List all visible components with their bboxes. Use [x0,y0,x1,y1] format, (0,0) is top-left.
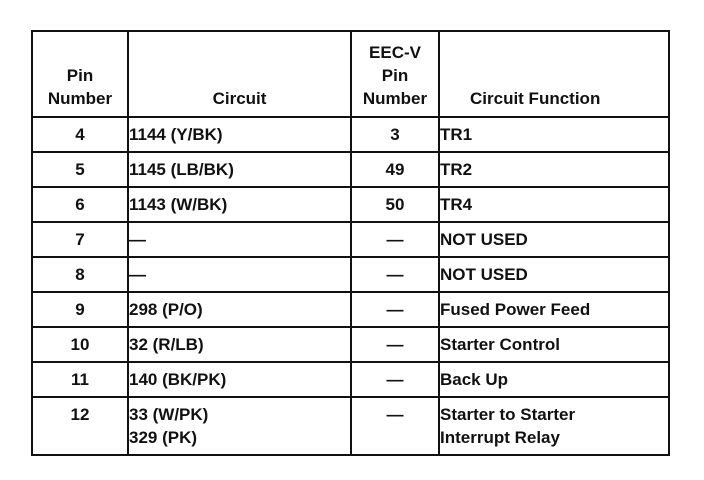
table-row [32,257,669,292]
pin-number-cell: 12 [32,397,128,455]
header-eec-line: Pin [381,66,409,85]
table-row [32,187,669,222]
header-eec-pin-number [351,31,439,117]
circuit-function-cell: NOT USED [439,257,669,292]
circuit-function-cell: NOT USED [439,222,669,257]
pin-number-cell: 11 [32,362,128,397]
circuit-cell: 1143 (W/BK) [128,187,351,222]
circuit-function-cell: TR1 [439,117,669,152]
circuit-function-line: Interrupt Relay [440,428,560,447]
circuit-function-cell: TR4 [439,187,669,222]
pin-number-cell: 4 [32,117,128,152]
header-pin-number [32,31,128,117]
circuit-function-cell: Starter Control [439,327,669,362]
header-pin-number-line: Number [47,89,113,108]
pin-number-cell: 10 [32,327,128,362]
circuit-line: 33 (W/PK) [129,405,209,424]
table-row [32,152,669,187]
circuit-function-cell [439,397,669,455]
pin-number-cell: 6 [32,187,128,222]
pin-number-cell: 8 [32,257,128,292]
header-pin-number-line: Pin [66,66,94,85]
circuit-cell: — [128,222,351,257]
pin-number-cell: 9 [32,292,128,327]
table-row [32,117,669,152]
table-row [32,327,669,362]
circuit-cell: — [128,257,351,292]
eec-pin-cell: — [351,327,439,362]
header-circuit-function: Circuit Function [439,31,669,117]
header-row [32,31,669,117]
table-row [32,292,669,327]
table-row [32,222,669,257]
circuit-function-cell: Back Up [439,362,669,397]
eec-pin-cell: — [351,222,439,257]
circuit-function-cell: TR2 [439,152,669,187]
eec-pin-cell: — [351,257,439,292]
table-row [32,397,669,455]
circuit-cell: 1145 (LB/BK) [128,152,351,187]
circuit-cell: 1144 (Y/BK) [128,117,351,152]
eec-pin-cell: 49 [351,152,439,187]
eec-pin-cell: — [351,292,439,327]
circuit-function-line: Starter to Starter [440,405,576,424]
eec-pin-cell: 50 [351,187,439,222]
pin-number-cell: 5 [32,152,128,187]
circuit-line: 329 (PK) [129,428,198,447]
header-circuit: Circuit [128,31,351,117]
circuit-cell [128,397,351,455]
header-eec-line: EEC-V [369,43,421,62]
eec-pin-cell: — [351,362,439,397]
header-eec-line: Number [362,89,428,108]
pin-circuit-table [31,30,670,456]
circuit-cell: 32 (R/LB) [128,327,351,362]
circuit-cell: 298 (P/O) [128,292,351,327]
circuit-function-cell: Fused Power Feed [439,292,669,327]
table-row [32,362,669,397]
pin-number-cell: 7 [32,222,128,257]
eec-pin-cell: 3 [351,117,439,152]
circuit-cell: 140 (BK/PK) [128,362,351,397]
eec-pin-cell: — [351,397,439,455]
